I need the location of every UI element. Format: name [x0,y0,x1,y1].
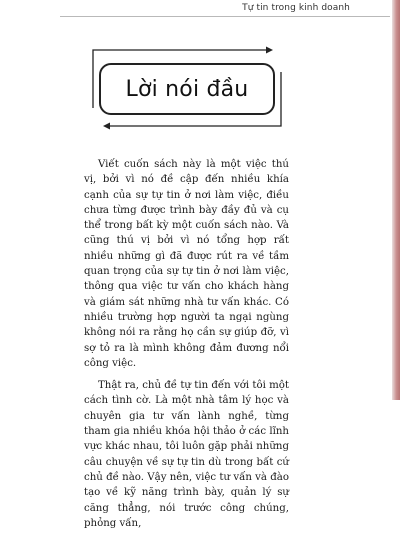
arrow-left-icon [103,123,110,130]
chapter-title-box [99,63,275,115]
paragraph: Thật ra, chủ đề tự tin đến với tôi một cách tình cờ. Là một nhà tâm lý học và chuyên gia tư vấn lành nghề, từng tham gia nhiều khóa hội thảo ở các lĩnh vực khác nhau, tôi luôn gặp phải những câu chuyện về sự tự tin dù trong bất cứ chủ đề nào. Vậy nên, việc tư vấn và đào tạo về kỹ năng trình bày, quản lý sự căng thẳng, nói trước công chúng, phỏng vấn, [84,380,289,529]
body-text [84,157,289,538]
arrow-right-icon [266,47,273,54]
chapter-title: Lời nói đầu [125,76,249,102]
running-header: Tự tin trong kinh doanh [242,3,350,13]
page-edge-stripe [392,0,400,400]
header-rule [60,16,390,17]
paragraph: Viết cuốn sách này là một việc thú vị, bởi vì nó đề cập đến nhiều khía cạnh của sự tự tin ở nơi làm việc, điều chưa từng được trình bày đầy đủ và cụ thể trong bất kỳ một cuốn sách nào. Và cũng thú vị bởi vì nó tổng hợp rất nhiều những gì đã được rút ra về tầm quan trọng của sự tự tin ở nơi làm việc, thông qua việc tư vấn cho khách hàng và giám sát những nhà tư vấn khác. Có nhiều trường hợp người ta ngại ngùng không nói ra rằng họ cần sự giúp đỡ, vì sợ tỏ ra là mình không đảm đương nổi công việc. [84,159,289,369]
